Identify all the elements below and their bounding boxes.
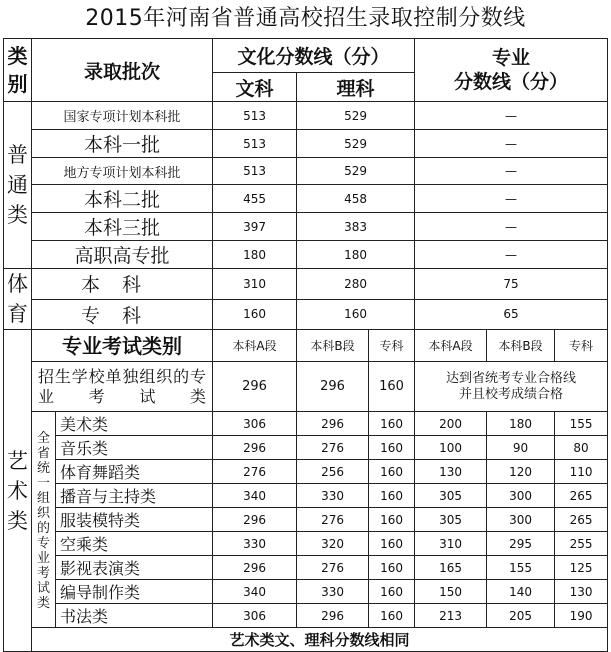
major-score-header: 专业 分数线（分） <box>415 39 608 102</box>
single-exam-label: 招生学校单独组织的专业考试类 <box>32 362 213 412</box>
wen-header: 文科 <box>213 73 297 102</box>
major-b-score: 180 <box>487 412 555 436</box>
wen-score: 397 <box>213 213 297 241</box>
exam-type: 美术类 <box>56 412 213 436</box>
major-z-score: 80 <box>555 436 608 460</box>
col-a-score: 296 <box>213 508 297 532</box>
sports-group-label: 体 育 <box>4 269 32 330</box>
table-row <box>4 484 608 508</box>
batch-name: 本科一批 <box>32 130 213 158</box>
col-b-score: 276 <box>297 556 369 580</box>
wen-score: 513 <box>213 158 297 185</box>
wen-score: 455 <box>213 185 297 213</box>
li-score: 383 <box>297 213 415 241</box>
col-z-header: 专科 <box>369 330 415 362</box>
table-row <box>4 362 608 412</box>
li-score: 160 <box>297 299 415 330</box>
col-b-score: 296 <box>297 412 369 436</box>
col-a-header: 本科A段 <box>213 330 297 362</box>
col-z-score: 160 <box>369 580 415 604</box>
major-z-score: 130 <box>555 580 608 604</box>
major-b-score: 300 <box>487 484 555 508</box>
table-row <box>4 412 608 436</box>
col-a-score: 340 <box>213 484 297 508</box>
batch-header: 录取批次 <box>32 39 213 102</box>
major-b-score: 205 <box>487 604 555 628</box>
single-exam-note: 达到省统考专业合格线 并且校考成绩合格 <box>415 362 608 412</box>
major-score: — <box>415 130 608 158</box>
col-z-score: 160 <box>369 532 415 556</box>
table-row <box>4 532 608 556</box>
exam-type: 音乐类 <box>56 436 213 460</box>
major-a-score: 100 <box>415 436 487 460</box>
major-b-score: 155 <box>487 556 555 580</box>
major-a-score: 310 <box>415 532 487 556</box>
major-z-score: 110 <box>555 460 608 484</box>
table-row <box>4 213 608 241</box>
li-score: 529 <box>297 158 415 185</box>
major-b-score: 300 <box>487 508 555 532</box>
exam-type: 编导制作类 <box>56 580 213 604</box>
exam-type: 播音与主持类 <box>56 484 213 508</box>
major-score: — <box>415 185 608 213</box>
wen-score: 180 <box>213 241 297 269</box>
major-a-score: 305 <box>415 484 487 508</box>
major-a-score: 150 <box>415 580 487 604</box>
table-row <box>4 460 608 484</box>
col-z-score: 160 <box>369 362 415 412</box>
exam-type: 服装模特类 <box>56 508 213 532</box>
major-score: — <box>415 158 608 185</box>
col-b-score: 256 <box>297 460 369 484</box>
col-a-score: 296 <box>213 362 297 412</box>
col-b-score: 276 <box>297 508 369 532</box>
major-z-score: 265 <box>555 508 608 532</box>
major-z-score: 155 <box>555 412 608 436</box>
col-a-score: 296 <box>213 556 297 580</box>
col-b-score: 330 <box>297 580 369 604</box>
major-z-score: 125 <box>555 556 608 580</box>
table-row <box>4 604 608 628</box>
table-row <box>4 508 608 532</box>
major-z-score: 190 <box>555 604 608 628</box>
major-z-score: 265 <box>555 484 608 508</box>
table-row <box>4 241 608 269</box>
score-table <box>3 38 608 652</box>
exam-category-header: 专业考试类别 <box>32 330 213 362</box>
wen-score: 160 <box>213 299 297 330</box>
li-score: 529 <box>297 102 415 130</box>
exam-type: 空乘类 <box>56 532 213 556</box>
table-row <box>4 185 608 213</box>
exam-type: 体育舞蹈类 <box>56 460 213 484</box>
batch-name: 专科 <box>32 299 213 330</box>
major-score: 75 <box>415 269 608 300</box>
wen-score: 513 <box>213 102 297 130</box>
category-header: 类 别 <box>4 39 32 102</box>
table-row <box>4 580 608 604</box>
wen-score: 513 <box>213 130 297 158</box>
culture-score-header: 文化分数线（分） <box>213 39 415 73</box>
table-row <box>4 330 608 362</box>
unified-exam-label: 全 省 统 一 组 织 的 专 业 考 试 类 <box>32 412 56 628</box>
batch-name: 高职高专批 <box>32 241 213 269</box>
li-score: 180 <box>297 241 415 269</box>
col-z-score: 160 <box>369 460 415 484</box>
exam-type: 影视表演类 <box>56 556 213 580</box>
major-b-score: 120 <box>487 460 555 484</box>
major-col-a-header: 本科A段 <box>415 330 487 362</box>
col-b-score: 330 <box>297 484 369 508</box>
col-a-score: 306 <box>213 604 297 628</box>
col-z-score: 160 <box>369 412 415 436</box>
col-a-score: 296 <box>213 436 297 460</box>
batch-name: 本科三批 <box>32 213 213 241</box>
major-a-score: 165 <box>415 556 487 580</box>
li-score: 280 <box>297 269 415 300</box>
col-a-score: 330 <box>213 532 297 556</box>
major-col-z-header: 专科 <box>555 330 608 362</box>
col-z-score: 160 <box>369 484 415 508</box>
art-group-label: 艺 术 类 <box>4 330 32 652</box>
col-a-score: 276 <box>213 460 297 484</box>
batch-name: 本科二批 <box>32 185 213 213</box>
major-z-score: 255 <box>555 532 608 556</box>
major-b-score: 90 <box>487 436 555 460</box>
wen-score: 310 <box>213 269 297 300</box>
col-b-header: 本科B段 <box>297 330 369 362</box>
table-row <box>4 102 608 130</box>
col-z-score: 160 <box>369 604 415 628</box>
table-row <box>4 158 608 185</box>
major-a-score: 305 <box>415 508 487 532</box>
col-z-score: 160 <box>369 436 415 460</box>
col-a-score: 340 <box>213 580 297 604</box>
major-a-score: 213 <box>415 604 487 628</box>
general-group-label: 普 通 类 <box>4 102 32 269</box>
major-b-score: 140 <box>487 580 555 604</box>
col-b-score: 276 <box>297 436 369 460</box>
li-score: 458 <box>297 185 415 213</box>
footer-note: 艺术类文、理科分数线相同 <box>32 628 608 652</box>
col-b-score: 296 <box>297 362 369 412</box>
exam-type: 书法类 <box>56 604 213 628</box>
batch-name: 地方专项计划本科批 <box>32 158 213 185</box>
li-score: 529 <box>297 130 415 158</box>
col-a-score: 306 <box>213 412 297 436</box>
major-b-score: 295 <box>487 532 555 556</box>
major-score: — <box>415 102 608 130</box>
major-a-score: 200 <box>415 412 487 436</box>
major-score: — <box>415 241 608 269</box>
table-row <box>4 130 608 158</box>
major-score: — <box>415 213 608 241</box>
batch-name: 国家专项计划本科批 <box>32 102 213 130</box>
col-b-score: 320 <box>297 532 369 556</box>
col-z-score: 160 <box>369 556 415 580</box>
table-row <box>4 299 608 330</box>
major-col-b-header: 本科B段 <box>487 330 555 362</box>
col-z-score: 160 <box>369 508 415 532</box>
major-a-score: 130 <box>415 460 487 484</box>
batch-name: 本科 <box>32 269 213 300</box>
table-row <box>4 556 608 580</box>
page-title: 2015年河南省普通高校招生录取控制分数线 <box>85 6 526 31</box>
table-row <box>4 269 608 300</box>
col-b-score: 296 <box>297 604 369 628</box>
li-header: 理科 <box>297 73 415 102</box>
table-row <box>4 436 608 460</box>
major-score: 65 <box>415 299 608 330</box>
